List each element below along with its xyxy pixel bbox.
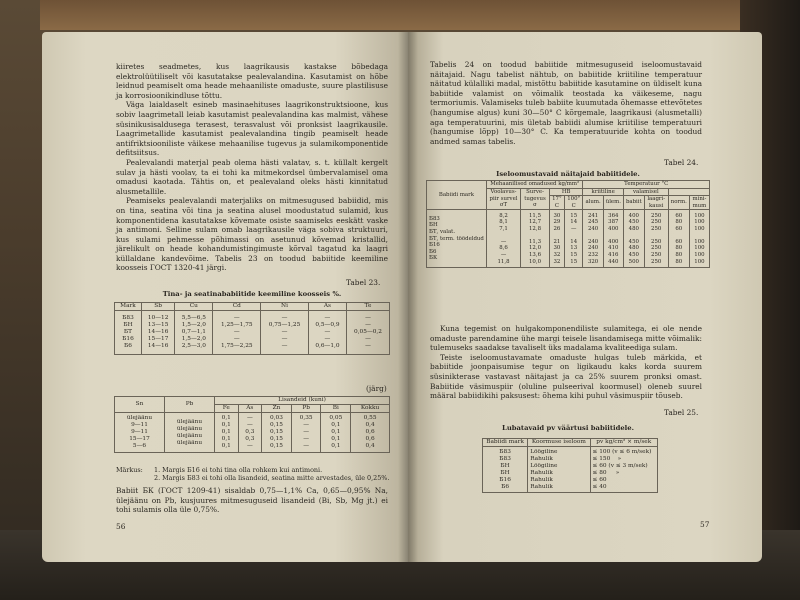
table23-note: 1. Margis Б16 ei tohi tina olla rohkem kui antimoni. 2. Margis Б83 ei tohi olla lisandeid, seatina mitte arvestades, üle 0,25%. [154, 466, 390, 482]
table23-title: Tina- ja seatinababiitide keemiline koosseis %. [162, 290, 342, 298]
table24-title: Iseloomustavaid näitajaid babiitidele. [496, 170, 640, 178]
t23b-col-sn: ülejäänu 9—11 9—11 15—17 5—6 [115, 413, 165, 453]
t24-h-ulem: ülem. [603, 196, 623, 210]
t23b-header: As [238, 405, 262, 413]
t23-col-sb: 10—12 13—15 14—16 15—17 14—16 [141, 311, 174, 355]
left-page [42, 32, 408, 562]
t24-h-kriit: kriitiline [583, 188, 623, 196]
t24-h-norm: norm. [668, 196, 689, 210]
t23b-header: Kokku [351, 405, 390, 413]
t23-col-ni: — 0,75—1,25 — — — [261, 311, 309, 355]
t24-col-hb17: 30 29 26 21 30 32 32 [549, 210, 564, 268]
t23-col-cu: 5,5—6,5 1,5—2,0 0,7—1,1 1,5—2,0 2,5—3,0 [175, 311, 213, 355]
table24 [426, 180, 710, 268]
t25-header: pv kg/cm² × m/sek [590, 439, 657, 447]
t23-col-cd: — 1,25—1,75 — — 1,75—2,25 [213, 311, 261, 355]
t24-h-100: 100° C [564, 196, 583, 210]
t23-header: Sb [141, 303, 174, 311]
t24-h-17: 17° C [549, 196, 564, 210]
t24-col-ulem: 364 387 400 400 410 416 440 [603, 210, 623, 268]
left-page-number: 56 [116, 522, 126, 531]
t23-col-as: — 0,5—0,9 — — 0,6—1,0 [308, 311, 346, 355]
t23-header: Mark [115, 303, 142, 311]
t24-col-hb100: 15 14 — 14 13 15 15 [564, 210, 583, 268]
t23-header: Te [347, 303, 390, 311]
left-para-3: Pealevalandi materjal peab olema hästi valatav, s. t. küllalt kergelt sulav ja hästi voolav, ta ei tohi ka mitmekordsel ümbervalamisel oma omadusi kaotada. Tähtis on, et pealevaland oleks hästi kinnitatud alusmetallile. [116, 157, 388, 196]
table25-label: Tabel 25. [664, 408, 699, 417]
left-para-1: kiiretes seadmetes, kus laagrikausis kastakse bõbedaga elektrolüütiliselt või kasutatakse pealevalandina. Kasutamist on hõbe leidnud peamiselt oma heade mehaaniliste omaduste, suure plastilisuse ja korrosioonikindluse tõttu. [116, 62, 388, 100]
table23-continued [114, 396, 390, 453]
t24-h-hb: HB [549, 188, 583, 196]
t23-header: As [308, 303, 346, 311]
t25-col-mark: Б83 Б83 БН БН Б16 Б6 [483, 447, 528, 493]
t24-col-voolav: 8,2 8,1 7,1 — 8,6 — 11,8 [486, 210, 520, 268]
left-para-5: Babiit БК (ГОСТ 1209-41) sisaldab 0,75—1,1% Ca, 0,65—0,95% Na, ülejäänu on Pb, kusjuures mitmesuguseid lisandeid (Bi, Sb, Mg jt.) ei tohi sulamis olla üle 0,75%. [116, 486, 388, 515]
t24-col-norm: 60 80 60 60 80 80 80 [668, 210, 689, 268]
t23b-col-as: — — 0,3 0,3 — [238, 413, 262, 453]
t23b-col-zn: 0,03 0,15 0,15 0,15 0,15 [262, 413, 292, 453]
left-para-4: Peamiseks pealevalandi materjaliks on mitmesugused babiidid, mis on tina, seatina või tina ja seatina alusel moodustatud sulamid, kus komponentidena kasutatakse kõvemate osiste saamiseks eeskätt vaske ja antimoni. Selline sulam omab laagrikausile väga sobiva struktuuri, kus sulami pehmesse põhimassi on asetunud kõvemad kristallid, järelikult on heade kohandumistingimuste kõrval tagatud ka laagri küllaldane kandevõime. Tabelis 23 on toodud babiitide keemiline koosseis ГОСТ 1320-41 järgi. [116, 196, 388, 273]
t24-h-mark: Babiidi mark [427, 181, 487, 210]
t24-h-alum: alum. [583, 196, 603, 210]
t24-h-mini: mini-mum [689, 196, 709, 210]
t23b-col-pb2: 0,35 — — — — [291, 413, 321, 453]
t24-h-valamisel: valamisel [623, 188, 668, 196]
t23b-header-sn: Sn [115, 397, 165, 413]
t24-h-laagri: laagri-kausi [644, 196, 668, 210]
t23b-header: Fe [215, 405, 239, 413]
t24-h-surve: Surve-tugevus σ [521, 188, 550, 210]
left-para-2: Väga laialdaselt esineb masinaehituses laagrikonstruktsioone, kus sobiv laagrimetall leiab kasutamist pealevalandina kas malmist, vähese süsinikusisaldusega terasest, terasvalust või pronksist laagrikausile. Laagrimetallide kasutamist pealevalandina tingib peamiselt heade antifriktsiooniliste väikese mehaanilise tugevus ja sulamikomponentide defitsiitsus. [116, 100, 388, 158]
table23-note-label: Märkus: [116, 466, 143, 474]
t25-header: Koormuse iseloom [528, 439, 590, 447]
t24-h-temp: Temperatuur °C [583, 181, 710, 189]
table25-title: Lubatavaid pv väärtusi babiitidele. [502, 424, 634, 432]
t23-header: Ni [261, 303, 309, 311]
t23b-header-lisandeid: Lisandeid (kuni) [215, 397, 390, 405]
t25-header: Babiidi mark [483, 439, 528, 447]
t23b-header: Zn [262, 405, 292, 413]
t23b-col-kokku: 0,55 0,4 0,6 0,6 0,4 [351, 413, 390, 453]
table23-label: Tabel 23. [346, 278, 381, 287]
t24-col-mark: Б83 БН БТ, valat. БТ, term. töödeldud Б16 Б6 БК [427, 210, 487, 268]
left-text-block-1 [116, 62, 388, 273]
t23b-header: Bi [321, 405, 351, 413]
table23-cont-label: (järg) [366, 384, 387, 393]
t24-h-babiit: babiit [623, 196, 644, 210]
t23b-header: Pb [291, 405, 321, 413]
table-edge [40, 0, 770, 30]
book-gutter [398, 32, 418, 562]
table24-label: Tabel 24. [664, 158, 699, 167]
t24-h-extra [668, 188, 709, 196]
right-para-2: Kuna tegemist on hulgakomponendiliste sulamitega, ei ole nende omaduste parendamine ühe margi teisele lisandamisega mitte võimalik: tulemuseks saadakse tavaliselt üks madalama kvaliteediga sulam. [430, 324, 702, 353]
t24-col-alum: 241 245 240 240 240 232 320 [583, 210, 603, 268]
t23b-col-pb: ülejäänu ülejäänu ülejäänu ülejäänu [165, 413, 215, 453]
t24-h-mech: Mehaanilised omadused kg/mm² [486, 181, 583, 189]
t23-header: Cu [175, 303, 213, 311]
table23 [114, 302, 390, 355]
t24-col-mini: 100 100 100 100 100 100 100 [689, 210, 709, 268]
t23b-header-pb: Pb [165, 397, 215, 413]
right-para-3: Teiste iseloomustavamate omaduste hulgas tuleb märkida, et babiitide joonpaisumise tegur on ligikaudu kaks korda suurem süsinikterase vastavast näitajast ja ca 25% suurem pronksi omast. Babiitide väsimuspiir (oluline pulseerival koormusel) oleneb suurel määral babiidikihi paksusest: õhema kihi puhul väsimuspiir tõuseb. [430, 352, 702, 401]
t24-h-voolav: Voolavus-piir survel σT [486, 188, 520, 210]
t23b-col-bi: 0,05 0,1 0,1 0,1 0,1 [321, 413, 351, 453]
t25-col-pv: ≤ 100 (v ≤ 6 m/sek) ≤ 150 » ≤ 60 (v ≤ 3 m/sek) ≤ 80 » ≤ 60 ≤ 40 [590, 447, 657, 493]
table25 [482, 438, 658, 493]
t23-header: Cd [213, 303, 261, 311]
open-book [42, 32, 762, 566]
t25-col-load: Löögiline Rahulik Löögiline Rahulik Rahulik Rahulik [528, 447, 590, 493]
t23-col-te: — — 0,05—0,2 — — [347, 311, 390, 355]
t23-col-mark: Б83 БН БТ Б16 Б6 [115, 311, 142, 355]
right-text-block-2 [430, 324, 702, 401]
right-page-number: 57 [700, 520, 710, 529]
t23b-col-fe: 0,1 0,1 0,1 0,1 0,1 [215, 413, 239, 453]
t24-col-babiit: 400 450 480 450 480 450 500 [623, 210, 644, 268]
t24-col-surve: 11,5 12,7 12,8 11,3 12,0 13,6 10,0 [521, 210, 550, 268]
right-page [408, 32, 762, 562]
t24-col-laagri: 250 250 250 250 250 250 250 [644, 210, 668, 268]
right-para-1: Tabelis 24 on toodud babiitide mitmesuguseid iseloomustavaid näitajaid. Nagu tabelist nähtub, on babiitide kriitiline temperatuur näitatud külalliki madal, mistõttu babiitide kasutamine on üldiselt kuna babiitide valamist on võimalik teostada ka väikeseme, nagu termoriumis. Valamiseks tuleb babiite kuumutada õhemasse ettevõtetes (hangumise algus) kuni 30—50° C kõrgemale, laagrikausi (alusmetalli) aga temperatuurini, mis ületab babiidi alumise kriitilise temperatuuri (hangumise lõpp) 10—30° C. Ka temperatuuride kohta on toodud andmed samas tabelis. [430, 60, 702, 146]
